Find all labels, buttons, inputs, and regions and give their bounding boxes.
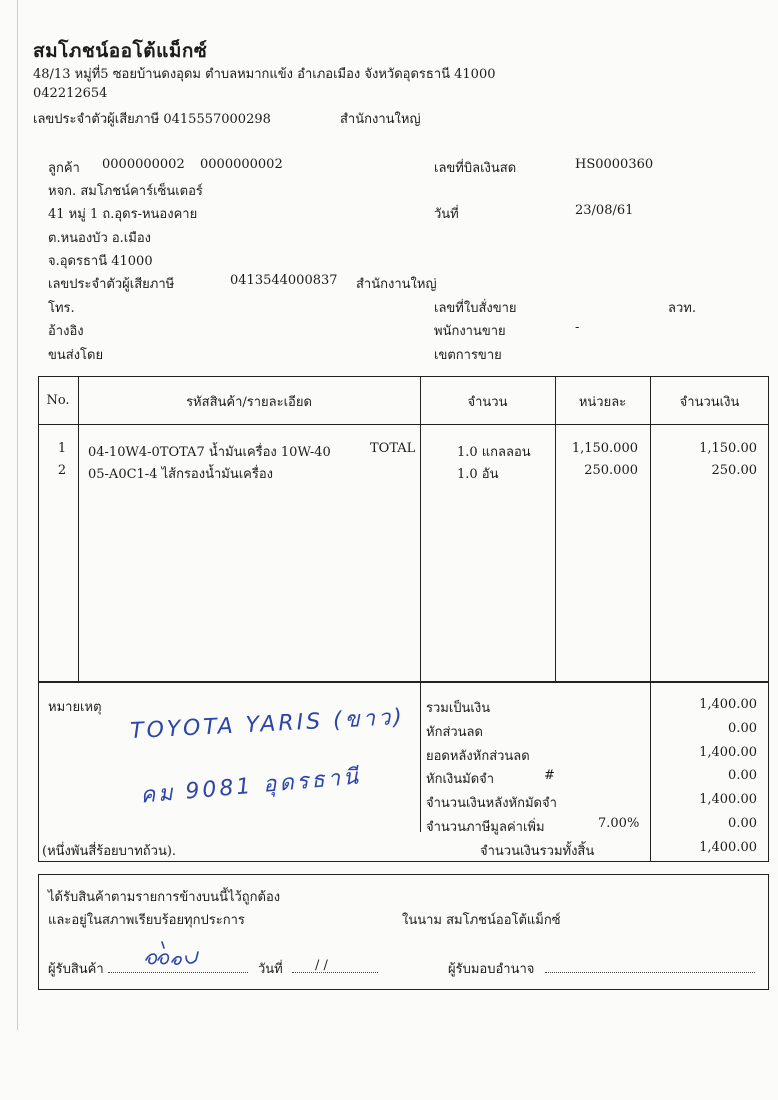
sales-area-label: เขตการขาย <box>434 348 502 363</box>
bill-date-label: วันที่ <box>434 207 459 222</box>
receive-date-slashes: / / <box>315 958 328 973</box>
reference-label: อ้างอิง <box>48 324 84 339</box>
row-2-quantity: 1.0 อัน <box>457 467 499 482</box>
row-1-unit-price: 1,150.000 <box>571 441 638 456</box>
salesperson-label: พนักงานขาย <box>434 324 506 339</box>
grand-total-label: จำนวนเงินรวมทั้งสิ้น <box>480 844 595 859</box>
customer-tax-label: เลขประจำตัวผู้เสียภาษี <box>48 277 175 292</box>
page-edge <box>17 0 18 1030</box>
vat-value: 0.00 <box>728 816 757 831</box>
vat-label: จำนวนภาษีมูลค่าเพิ่ม <box>426 820 545 835</box>
deposit-marker: # <box>544 768 555 783</box>
customer-name: หจก. สมโภชน์คาร์เซ็นเตอร์ <box>48 184 203 199</box>
company-address: 48/13 หมู่ที่5 ซอยบ้านดงอุดม ตำบลหมากแข้ง อำเภอเมือง จังหวัดอุดรธานี 41000 <box>33 67 496 82</box>
company-tax-id: เลขประจำตัวผู้เสียภาษี 0415557000298 <box>33 112 271 127</box>
customer-code-2: 0000000002 <box>200 157 283 172</box>
on-behalf-of: ในนาม สมโภชน์ออโต้แม็กซ์ <box>402 913 561 928</box>
customer-address-3: จ.อุดรธานี 41000 <box>48 254 153 269</box>
row-2-unit-price: 250.000 <box>584 463 638 478</box>
amount-in-words: (หนึ่งพันสี่ร้อยบาทถ้วน). <box>42 844 177 859</box>
customer-code: 0000000002 <box>102 157 185 172</box>
bill-date: 23/08/61 <box>575 203 634 218</box>
row-2-description: 05-A0C1-4 ไส้กรองน้ำมันเครื่อง <box>88 467 274 482</box>
notes-label: หมายเหตุ <box>48 700 102 715</box>
row-2-no: 2 <box>57 463 67 478</box>
subtotal-value: 1,400.00 <box>699 697 757 712</box>
row-1-brand: TOTAL <box>370 441 416 456</box>
salesperson-value: - <box>575 320 580 335</box>
customer-label: ลูกค้า <box>48 161 80 176</box>
authorized-signature-line <box>545 972 755 973</box>
after-discount-label: ยอดหลังหักส่วนลด <box>426 749 530 764</box>
company-phone: 042212654 <box>33 86 108 101</box>
authorized-label: ผู้รับมอบอำนาจ <box>448 962 535 977</box>
phone-label: โทร. <box>48 301 75 316</box>
shipping-label: ขนส่งโดย <box>48 348 104 363</box>
discount-label: หักส่วนลด <box>426 725 483 740</box>
deposit-label: หักเงินมัดจำ <box>426 772 495 787</box>
column-divider <box>420 376 421 682</box>
after-deposit-label: จำนวนเงินหลังหักมัดจำ <box>426 796 557 811</box>
bill-number-label: เลขที่บิลเงินสด <box>434 161 517 176</box>
discount-value: 0.00 <box>728 721 757 736</box>
table-header-divider <box>38 424 769 425</box>
customer-address-2: ต.หนองบัว อ.เมือง <box>48 231 151 246</box>
row-1-quantity: 1.0 แกลลอน <box>457 445 531 460</box>
column-divider <box>78 376 79 682</box>
row-1-amount: 1,150.00 <box>699 441 757 456</box>
after-discount-value: 1,400.00 <box>699 745 757 760</box>
items-table <box>38 376 769 682</box>
header-unit-price: หน่วยละ <box>578 395 627 410</box>
customer-branch: สำนักงานใหญ่ <box>356 277 437 292</box>
row-1-no: 1 <box>57 441 67 456</box>
header-no: No. <box>46 393 70 408</box>
customer-address-1: 41 หมู่ 1 ถ.อุดร-หนองคาย <box>48 207 198 222</box>
vat-rate: 7.00% <box>598 816 640 831</box>
after-deposit-value: 1,400.00 <box>699 792 757 807</box>
sales-order-extra: ลวท. <box>668 301 696 316</box>
company-name: สมโภชน์ออโต้แม็กซ์ <box>33 40 208 62</box>
received-statement: ได้รับสินค้าตามรายการข้างบนนี้ไว้ถูกต้อง <box>48 890 281 905</box>
row-2-amount: 250.00 <box>711 463 757 478</box>
grand-total-value: 1,400.00 <box>699 840 757 855</box>
summary-divider <box>420 682 421 832</box>
condition-statement: และอยู่ในสภาพเรียบร้อยทุกประการ <box>48 913 245 928</box>
header-amount: จำนวนเงิน <box>679 395 740 410</box>
header-quantity: จำนวน <box>467 395 508 410</box>
company-branch: สำนักงานใหญ่ <box>340 112 421 127</box>
handwritten-vehicle: TOYOTA YARIS (ขาว) <box>129 704 406 745</box>
customer-tax-id: 0413544000837 <box>230 273 338 288</box>
column-divider <box>555 376 556 682</box>
sales-order-label: เลขที่ใบสั่งขาย <box>434 301 517 316</box>
bill-number: HS0000360 <box>575 157 654 172</box>
header-description: รหัสสินค้า/รายละเอียด <box>186 395 312 410</box>
column-divider <box>650 376 651 682</box>
deposit-value: 0.00 <box>728 768 757 783</box>
receiver-signature <box>140 938 210 974</box>
subtotal-label: รวมเป็นเงิน <box>426 701 491 716</box>
receive-date-label: วันที่ <box>258 962 283 977</box>
receiver-label: ผู้รับสินค้า <box>48 962 104 977</box>
receive-date-line <box>292 972 378 973</box>
handwritten-plate: คม 9081 อุดรธานี <box>139 764 363 809</box>
row-1-description: 04-10W4-0TOTA7 น้ำมันเครื่อง 10W-40 <box>88 445 331 460</box>
